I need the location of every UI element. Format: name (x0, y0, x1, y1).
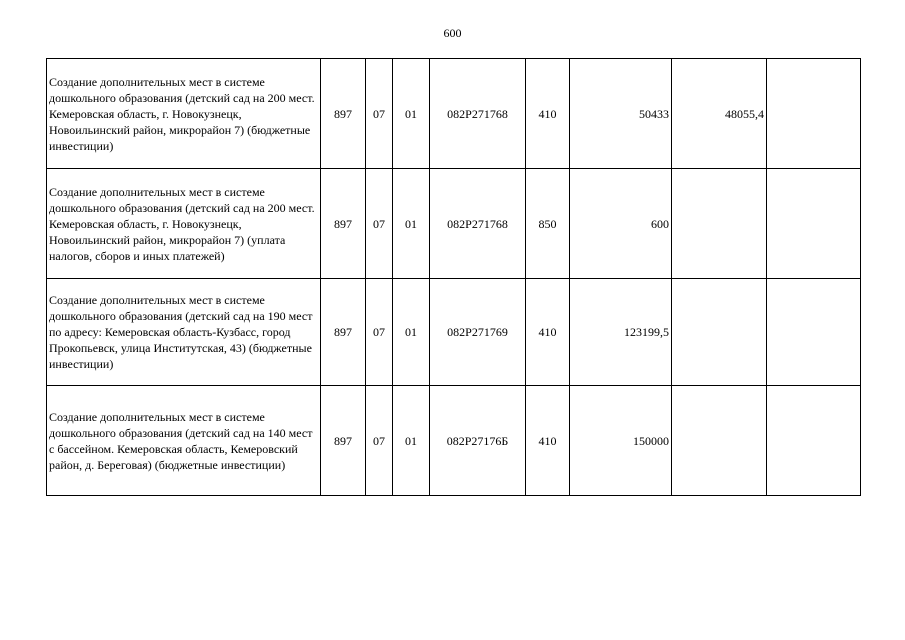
expense-type-code: 410 (526, 386, 570, 496)
subsection-code: 01 (393, 386, 430, 496)
amount-second (672, 386, 767, 496)
subsection-code: 01 (393, 279, 430, 386)
row-description: Создание дополнительных мест в системе дошкольного образования (детский сад на 140 мест с бассейном. Кемеровская область, Кемеровский район, д. Береговая) (бюджетные инвестиции) (47, 386, 321, 496)
target-article-code: 082P27176Б (430, 386, 526, 496)
expense-type-code: 410 (526, 279, 570, 386)
section-code: 07 (366, 386, 393, 496)
table-row (47, 169, 861, 279)
page-number: 600 (443, 26, 462, 40)
row-description: Создание дополнительных мест в системе дошкольного образования (детский сад на 190 мест по адресу: Кемеровская область-Кузбасс, город Прокопьевск, улица Институтская, 43) (бюджетные инвестиции) (47, 279, 321, 386)
amount-third (767, 59, 861, 169)
amount-first: 600 (570, 169, 672, 279)
section-code: 07 (366, 59, 393, 169)
amount-second (672, 169, 767, 279)
amount-second (672, 279, 767, 386)
amount-first: 50433 (570, 59, 672, 169)
ministry-code: 897 (321, 279, 366, 386)
amount-third (767, 169, 861, 279)
amount-third (767, 386, 861, 496)
table-row (47, 59, 861, 169)
expense-type-code: 850 (526, 169, 570, 279)
table-row (47, 279, 861, 386)
amount-third (767, 279, 861, 386)
row-description: Создание дополнительных мест в системе дошкольного образования (детский сад на 200 мест. Кемеровская область, г. Новокузнецк, Новоильинский район, микрорайон 7) (бюджетные инвестиции) (47, 59, 321, 169)
target-article-code: 082P271768 (430, 169, 526, 279)
subsection-code: 01 (393, 169, 430, 279)
ministry-code: 897 (321, 169, 366, 279)
target-article-code: 082P271768 (430, 59, 526, 169)
amount-first: 150000 (570, 386, 672, 496)
target-article-code: 082P271769 (430, 279, 526, 386)
ministry-code: 897 (321, 59, 366, 169)
amount-first: 123199,5 (570, 279, 672, 386)
subsection-code: 01 (393, 59, 430, 169)
section-code: 07 (366, 169, 393, 279)
amount-second: 48055,4 (672, 59, 767, 169)
row-description: Создание дополнительных мест в системе дошкольного образования (детский сад на 200 мест. Кемеровская область, г. Новокузнецк, Новоильинский район, микрорайон 7) (уплата налогов, сборов и иных платежей) (47, 169, 321, 279)
section-code: 07 (366, 279, 393, 386)
table-row (47, 386, 861, 496)
budget-table (46, 58, 861, 496)
ministry-code: 897 (321, 386, 366, 496)
expense-type-code: 410 (526, 59, 570, 169)
